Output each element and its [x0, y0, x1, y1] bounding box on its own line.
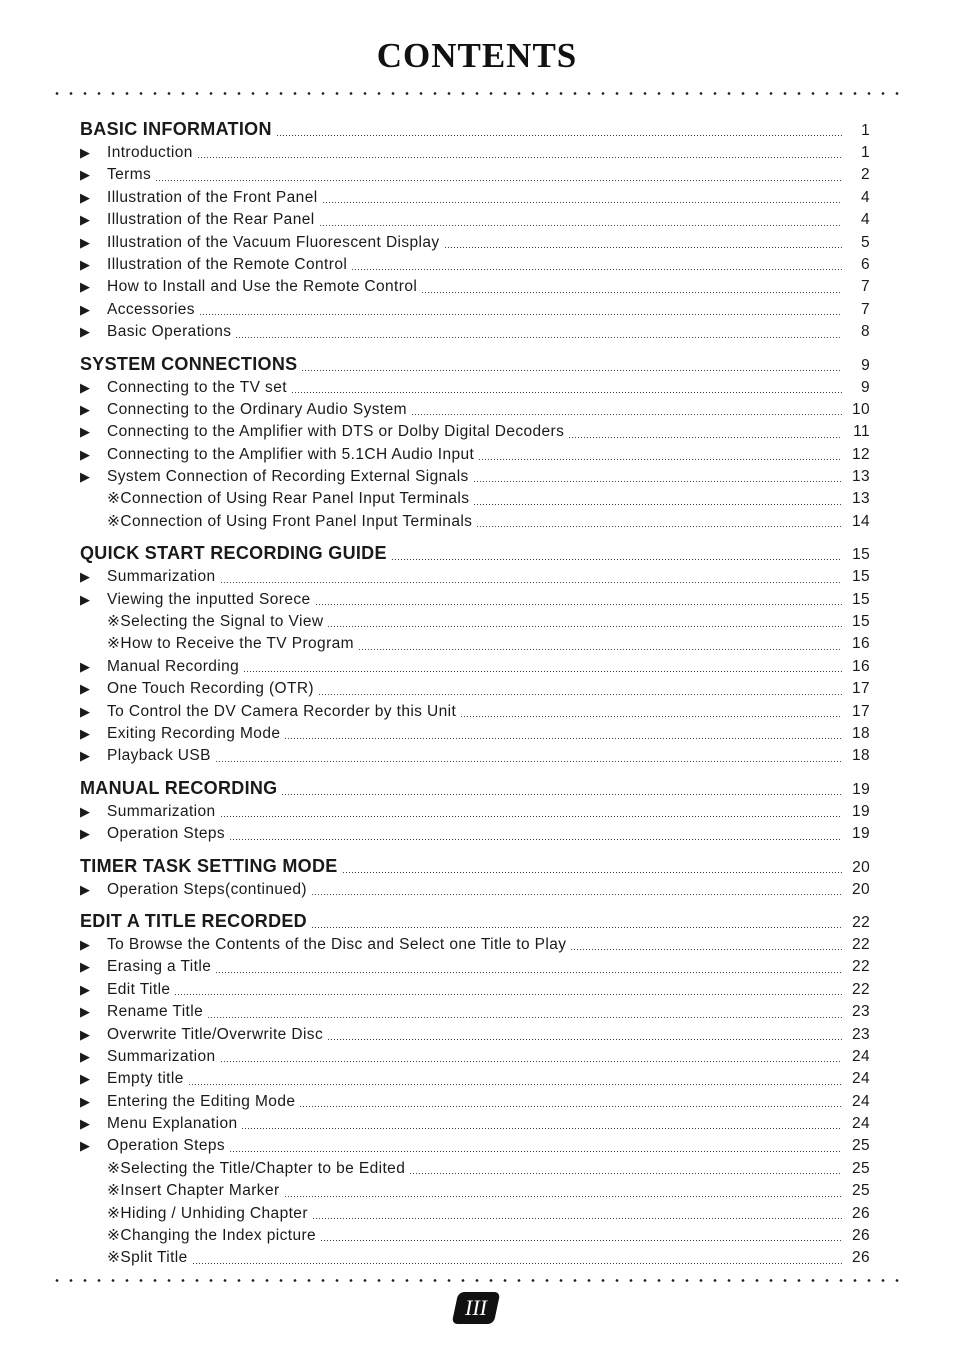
- dot-leader: [220, 816, 842, 817]
- dot-leader: [276, 135, 842, 136]
- entry-page-number: 22: [851, 935, 870, 953]
- triangle-bullet-icon: ▶: [80, 301, 91, 317]
- dot-leader: [220, 1061, 842, 1062]
- triangle-bullet-icon: ▶: [80, 1093, 91, 1109]
- section-page-number: 15: [852, 546, 870, 564]
- section-page-number: 22: [852, 913, 870, 931]
- entry-title: ※Connection of Using Front Panel Input Terminals: [107, 512, 473, 530]
- entry-title: Empty title: [107, 1070, 184, 1088]
- dot-leader: [229, 839, 842, 840]
- section-page-number: 9: [861, 356, 870, 374]
- triangle-bullet-icon: ▶: [80, 959, 91, 975]
- dot-leader: [215, 761, 842, 762]
- toc-entry[interactable]: [80, 299, 870, 321]
- dot-leader: [199, 314, 842, 315]
- entry-title: Edit Title: [107, 980, 171, 998]
- entry-title: Manual Recording: [107, 657, 240, 675]
- entry-title: Erasing a Title: [107, 958, 212, 976]
- dot-leader: [311, 894, 842, 895]
- triangle-bullet-icon: ▶: [80, 1116, 91, 1132]
- triangle-bullet-icon: ▶: [80, 379, 91, 395]
- entry-title: Operation Steps: [107, 1137, 226, 1155]
- entry-page-number: 25: [851, 1182, 870, 1200]
- dot-leader: [320, 1240, 842, 1241]
- toc-entry[interactable]: [80, 421, 870, 443]
- triangle-bullet-icon: ▶: [80, 469, 91, 485]
- entry-page-number: 7: [860, 278, 870, 296]
- dot-leader: [284, 1196, 842, 1197]
- dot-leader: [391, 559, 842, 560]
- entry-title: Accessories: [107, 300, 195, 318]
- entry-title: To Control the DV Camera Recorder by this Unit: [107, 702, 457, 720]
- entry-page-number: 2: [860, 166, 870, 184]
- entry-title: ※Hiding / Unhiding Chapter: [107, 1204, 308, 1222]
- triangle-bullet-icon: ▶: [80, 1026, 91, 1042]
- toc-subentry[interactable]: [80, 488, 870, 510]
- entry-page-number: 17: [851, 702, 870, 720]
- toc-section-heading[interactable]: [80, 775, 870, 801]
- triangle-bullet-icon: ▶: [80, 1048, 91, 1064]
- dot-leader: [444, 247, 842, 248]
- toc-entry[interactable]: [80, 879, 870, 901]
- dot-leader: [299, 1106, 842, 1107]
- triangle-bullet-icon: ▶: [80, 826, 91, 842]
- entry-title: Operation Steps: [107, 825, 226, 843]
- entry-page-number: 11: [853, 423, 870, 441]
- entry-title: Introduction: [107, 144, 193, 161]
- entry-title: Playback USB: [107, 747, 211, 765]
- entry-title: Summarization: [107, 802, 216, 820]
- entry-title: ※Connection of Using Rear Panel Input Terminals: [107, 490, 470, 508]
- dot-leader: [241, 1128, 842, 1129]
- toc-entry[interactable]: [80, 444, 870, 466]
- triangle-bullet-icon: ▶: [80, 803, 91, 819]
- triangle-bullet-icon: ▶: [80, 748, 91, 764]
- toc-section-heading[interactable]: [80, 116, 870, 142]
- toc-entry[interactable]: [80, 956, 870, 978]
- toc-entry[interactable]: [80, 187, 870, 209]
- triangle-bullet-icon: ▶: [80, 658, 91, 674]
- triangle-bullet-icon: ▶: [80, 881, 91, 897]
- dot-leader: [291, 392, 842, 393]
- entry-page-number: 15: [851, 590, 870, 608]
- dot-leader: [327, 626, 842, 627]
- entry-page-number: 15: [851, 613, 870, 631]
- entry-title: Illustration of the Rear Panel: [107, 211, 315, 229]
- entry-page-number: 23: [851, 1003, 870, 1021]
- dot-leader: [311, 927, 842, 928]
- dot-leader: [281, 794, 842, 795]
- entry-title: One Touch Recording (OTR): [107, 680, 314, 698]
- entry-page-number: 6: [860, 255, 870, 273]
- section-title: BASIC INFORMATION: [80, 119, 272, 139]
- dot-leader: [215, 972, 842, 973]
- toc-entry[interactable]: [80, 209, 870, 231]
- entry-title: ※Selecting the Signal to View: [107, 613, 324, 631]
- entry-title: Terms: [107, 166, 152, 184]
- toc-entry[interactable]: [80, 1024, 870, 1046]
- entry-title: Connecting to the Amplifier with DTS or Dolby Digital Decoders: [107, 423, 565, 441]
- entry-page-number: 24: [851, 1115, 870, 1133]
- entry-title: Overwrite Title/Overwrite Disc: [107, 1025, 324, 1043]
- toc-entry[interactable]: [80, 1091, 870, 1113]
- toc-entry[interactable]: [80, 399, 870, 421]
- triangle-bullet-icon: ▶: [80, 703, 91, 719]
- toc-subentry[interactable]: [80, 1247, 870, 1269]
- toc-entry[interactable]: [80, 723, 870, 745]
- triangle-bullet-icon: ▶: [80, 446, 91, 462]
- entry-page-number: 4: [860, 188, 870, 206]
- entry-page-number: 10: [851, 400, 870, 418]
- triangle-bullet-icon: ▶: [80, 591, 91, 607]
- entry-title: Summarization: [107, 568, 216, 586]
- entry-title: ※Selecting the Title/Chapter to be Edited: [107, 1159, 406, 1177]
- triangle-bullet-icon: ▶: [80, 681, 91, 697]
- entry-page-number: 25: [851, 1159, 870, 1177]
- entry-title: Illustration of the Remote Control: [107, 255, 348, 273]
- entry-page-number: 19: [851, 825, 870, 843]
- entry-title: ※Insert Chapter Marker: [107, 1182, 280, 1200]
- entry-page-number: 15: [851, 568, 870, 586]
- dot-leader: [174, 994, 842, 995]
- entry-title: Entering the Editing Mode: [107, 1092, 296, 1110]
- dot-leader: [358, 649, 842, 650]
- entry-page-number: 4: [860, 211, 870, 229]
- toc-entry[interactable]: [80, 801, 870, 823]
- section-title: TIMER TASK SETTING MODE: [80, 855, 338, 876]
- dot-leader: [409, 1173, 842, 1174]
- entry-page-number: 20: [851, 880, 870, 898]
- triangle-bullet-icon: ▶: [80, 279, 91, 295]
- section-title: QUICK START RECORDING GUIDE: [80, 543, 387, 564]
- entry-title: Rename Title: [107, 1003, 204, 1021]
- entry-title: Menu Explanation: [107, 1115, 238, 1133]
- triangle-bullet-icon: ▶: [80, 1138, 91, 1154]
- dot-leader: [351, 269, 842, 270]
- entry-page-number: 16: [851, 635, 870, 653]
- page-number-badge: [452, 1292, 501, 1324]
- toc-subentry[interactable]: [80, 611, 870, 633]
- entry-page-number: 8: [860, 323, 870, 341]
- entry-page-number: 7: [860, 300, 870, 318]
- dot-leader: [473, 504, 842, 505]
- entry-page-number: 26: [851, 1227, 870, 1245]
- table-of-contents: [80, 116, 870, 1270]
- entry-title: ※Split Title: [107, 1249, 188, 1267]
- triangle-bullet-icon: ▶: [80, 212, 91, 228]
- triangle-bullet-icon: ▶: [80, 234, 91, 250]
- triangle-bullet-icon: ▶: [80, 145, 91, 160]
- triangle-bullet-icon: ▶: [80, 981, 91, 997]
- toc-entry[interactable]: [80, 1135, 870, 1157]
- toc-entry[interactable]: [80, 566, 870, 588]
- entry-title: How to Install and Use the Remote Control: [107, 278, 418, 296]
- dot-leader: [243, 671, 842, 672]
- toc-subentry[interactable]: [80, 1180, 870, 1202]
- toc-section-heading[interactable]: [80, 540, 870, 566]
- dot-leader: [327, 1039, 842, 1040]
- entry-page-number: 12: [851, 445, 870, 463]
- entry-page-number: 1: [860, 144, 870, 161]
- entry-page-number: 5: [860, 233, 870, 251]
- dot-leader: [476, 526, 842, 527]
- entry-title: Viewing the inputted Sorece: [107, 590, 311, 608]
- entry-page-number: 14: [851, 512, 870, 530]
- dot-leader: [284, 738, 842, 739]
- toc-entry[interactable]: [80, 321, 870, 343]
- entry-title: Operation Steps(continued): [107, 880, 307, 898]
- toc-entry[interactable]: [80, 1113, 870, 1135]
- toc-entry[interactable]: [80, 1001, 870, 1023]
- dot-leader: [473, 481, 842, 482]
- toc-subentry[interactable]: [80, 1158, 870, 1180]
- page-number: III: [465, 1295, 487, 1320]
- entry-page-number: 24: [851, 1092, 870, 1110]
- entry-title: Connecting to the Amplifier with 5.1CH Audio Input: [107, 445, 475, 463]
- dot-leader: [192, 1263, 842, 1264]
- triangle-bullet-icon: ▶: [80, 725, 91, 741]
- toc-section-heading[interactable]: [80, 853, 870, 879]
- toc-entry[interactable]: [80, 934, 870, 956]
- dot-leader: [207, 1017, 842, 1018]
- dot-leader: [421, 292, 842, 293]
- dot-leader: [235, 337, 842, 338]
- entry-page-number: 26: [851, 1204, 870, 1222]
- section-title: EDIT A TITLE RECORDED: [80, 910, 307, 931]
- entry-title: Illustration of the Front Panel: [107, 188, 318, 206]
- entry-page-number: 19: [851, 802, 870, 820]
- dot-leader: [478, 459, 842, 460]
- dot-leader: [197, 157, 842, 158]
- entry-page-number: 18: [851, 724, 870, 742]
- toc-entry[interactable]: [80, 745, 870, 767]
- toc-entry[interactable]: [80, 701, 870, 723]
- dot-leader: [315, 604, 842, 605]
- toc-entry[interactable]: [80, 1068, 870, 1090]
- entry-title: Basic Operations: [107, 323, 232, 341]
- toc-entry[interactable]: [80, 589, 870, 611]
- entry-page-number: 26: [851, 1249, 870, 1267]
- entry-title: Exiting Recording Mode: [107, 724, 281, 742]
- entry-title: ※How to Receive the TV Program: [107, 635, 354, 653]
- entry-page-number: 24: [851, 1047, 870, 1065]
- toc-subentry[interactable]: [80, 1225, 870, 1247]
- section-page-number: 19: [852, 780, 870, 798]
- dot-leader: [155, 180, 842, 181]
- section-page-number: 20: [852, 858, 870, 876]
- triangle-bullet-icon: ▶: [80, 936, 91, 952]
- page-title: CONTENTS: [376, 36, 578, 75]
- toc-subentry[interactable]: [80, 511, 870, 533]
- triangle-bullet-icon: ▶: [80, 569, 91, 585]
- toc-entry[interactable]: [80, 656, 870, 678]
- dot-leader: [570, 949, 842, 950]
- dot-leader: [318, 694, 842, 695]
- entry-title: Connecting to the TV set: [107, 378, 287, 396]
- entry-title: Connecting to the Ordinary Audio System: [107, 400, 407, 418]
- entry-page-number: 24: [851, 1070, 870, 1088]
- entry-title: To Browse the Contents of the Disc and Select one Title to Play: [107, 935, 567, 953]
- entry-page-number: 16: [851, 657, 870, 675]
- dot-leader: [312, 1218, 842, 1219]
- toc-entry[interactable]: [80, 232, 870, 254]
- entry-page-number: 13: [851, 468, 870, 486]
- entry-page-number: 9: [860, 378, 870, 396]
- section-title: MANUAL RECORDING: [80, 777, 278, 798]
- toc-entry[interactable]: [80, 979, 870, 1001]
- toc-entry[interactable]: [80, 276, 870, 298]
- entry-page-number: 25: [851, 1137, 870, 1155]
- toc-subentry[interactable]: [80, 633, 870, 655]
- triangle-bullet-icon: ▶: [80, 324, 91, 340]
- entry-page-number: 18: [851, 747, 870, 765]
- dot-leader: [411, 414, 842, 415]
- section-page-number: 1: [861, 122, 870, 139]
- toc-entry[interactable]: [80, 466, 870, 488]
- dot-leader: [229, 1151, 842, 1152]
- toc-subentry[interactable]: [80, 1203, 870, 1225]
- entry-title: ※Changing the Index picture: [107, 1227, 317, 1245]
- toc-entry[interactable]: [80, 823, 870, 845]
- entry-title: Summarization: [107, 1047, 216, 1065]
- toc-section-heading[interactable]: [80, 351, 870, 377]
- triangle-bullet-icon: ▶: [80, 189, 91, 205]
- dot-leader: [220, 582, 842, 583]
- entry-page-number: 17: [851, 680, 870, 698]
- bottom-dotted-rule: [50, 1279, 900, 1282]
- dot-leader: [568, 437, 842, 438]
- dot-leader: [322, 202, 842, 203]
- toc-entry[interactable]: [80, 678, 870, 700]
- triangle-bullet-icon: ▶: [80, 256, 91, 272]
- triangle-bullet-icon: ▶: [80, 424, 91, 440]
- toc-entry[interactable]: [80, 142, 870, 164]
- entry-title: Illustration of the Vacuum Fluorescent Display: [107, 233, 440, 251]
- entry-page-number: 22: [851, 958, 870, 976]
- entry-page-number: 23: [851, 1025, 870, 1043]
- dot-leader: [188, 1084, 842, 1085]
- dot-leader: [301, 370, 842, 371]
- entry-page-number: 13: [851, 490, 870, 508]
- triangle-bullet-icon: ▶: [80, 167, 91, 183]
- entry-page-number: 22: [851, 980, 870, 998]
- triangle-bullet-icon: ▶: [80, 1071, 91, 1087]
- toc-entry[interactable]: [80, 254, 870, 276]
- toc-entry[interactable]: [80, 377, 870, 399]
- dot-leader: [460, 716, 842, 717]
- section-title: SYSTEM CONNECTIONS: [80, 353, 298, 374]
- toc-section-heading[interactable]: [80, 908, 870, 934]
- toc-entry[interactable]: [80, 164, 870, 186]
- dot-leader: [342, 872, 842, 873]
- dot-leader: [319, 225, 842, 226]
- top-dotted-rule: [50, 92, 900, 95]
- triangle-bullet-icon: ▶: [80, 401, 91, 417]
- triangle-bullet-icon: ▶: [80, 1004, 91, 1020]
- entry-title: System Connection of Recording External Signals: [107, 468, 469, 486]
- toc-entry[interactable]: [80, 1046, 870, 1068]
